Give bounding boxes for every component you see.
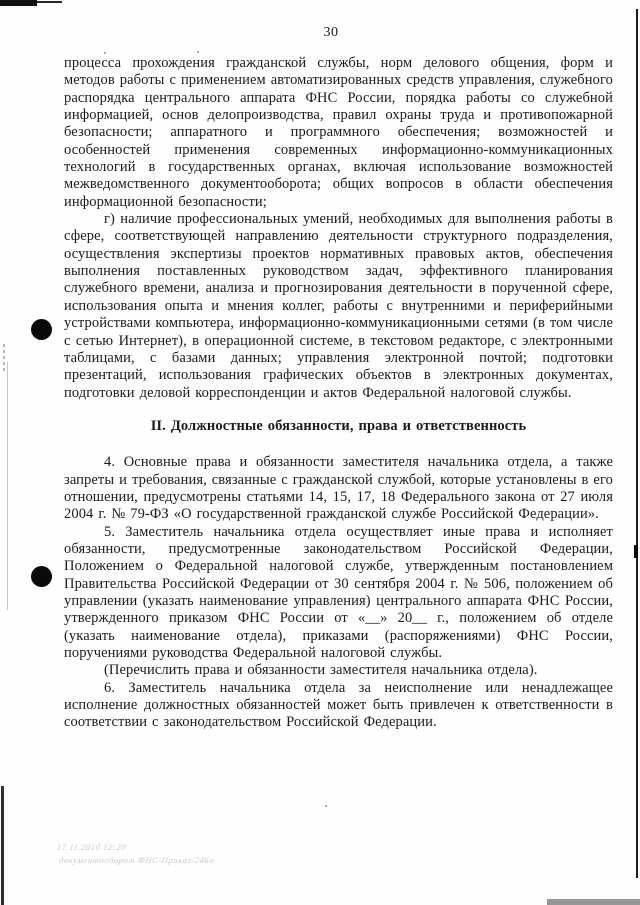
scan-corner-bar-top-left bbox=[0, 0, 37, 6]
scan-speck bbox=[104, 52, 106, 54]
scan-edge-blob-right bbox=[634, 545, 638, 558]
scan-speck bbox=[197, 51, 199, 53]
footer-stamp-timestamp: 17.11.2010 12:20 bbox=[56, 842, 127, 852]
body-paragraph-item-g: г) наличие профессиональных умений, необходимых для выполнения работы в сфере, соответствующей направлению деятельности структурного подразделения, осуществления экспертизы проектов нормативных правовых актов, обеспечения выполнения поставленных руководством задач, эффективного планирования служебного времени, анализа и прогнозирования деятельности в порученной сфере, использования опыта и мнения коллег, работы с внутренними и периферийными устройствами компьютера, информационно-коммуникационными сетями (в том числе с сетью Интернет), в операционной системе, в текстовом редакторе, с электронными таблицами, с базами данных; управления электронной почтой; подготовки презентаций, использования графических объектов в электронных документах, подготовки деловой корреспонденции и актов Федеральной налоговой службы. bbox=[64, 211, 613, 401]
body-paragraph-item-5: 5. Заместитель начальника отдела осуществляет иные права и исполняет обязанности, предусмотренные законодательством Российской Федерации, Положением о Федеральной налоговой службе, утвержденным постановлением Правительства Российской Федерации от 30 сентября 2004 г. № 506, положением об управлении (указать наименование управления) центрального аппарата ФНС России, утвержденного приказом ФНС России от «__» 20__ г., положением об отделе (указать наименование отдела), приказами (распоряжениями) ФНС России, поручениями руководства Федеральной налоговой службы. bbox=[64, 523, 613, 661]
page-number: 30 bbox=[323, 25, 339, 40]
footer-print-stamp bbox=[54, 841, 217, 867]
body-paragraph-parenthetical: (Перечислить права и обязанности заместителя начальника отдела). bbox=[104, 662, 538, 679]
scan-edge-dashes-left bbox=[3, 344, 5, 374]
punch-hole-mark-bottom bbox=[31, 566, 52, 587]
scan-noise-bar-bottom-right bbox=[547, 899, 640, 905]
scan-edge-faint-line-left bbox=[7, 362, 8, 610]
footer-stamp-filename: документооборот ФНС-Приказ-246о bbox=[58, 855, 215, 865]
scan-edge-line-left-bottom bbox=[1, 786, 4, 905]
section-heading: II. Должностные обязанности, права и ответственность bbox=[150, 417, 527, 434]
document-body bbox=[64, 55, 613, 732]
scan-speck bbox=[325, 805, 327, 807]
punch-hole-mark-top bbox=[31, 319, 52, 340]
body-paragraph-item-4: 4. Основные права и обязанности заместителя начальника отдела, а также запреты и требования, связанные с гражданской службой, которые установлены в его отношении, предусмотрены статьями 14, 15, 17, 18 Федерального закона от 27 июля 2004 г. № 79-ФЗ «О государственной гражданской службе Российской Федерации». bbox=[64, 454, 613, 523]
body-paragraph-item-6: 6. Заместитель начальника отдела за неисполнение или ненадлежащее исполнение должностных обязанностей может быть привлечен к ответственности в соответствии с законодательством Российской Федерации. bbox=[64, 679, 613, 731]
scan-edge-line-right bbox=[636, 9, 638, 878]
body-paragraph-continuation: процесса прохождения гражданской службы, норм делового общения, форм и методов работы с применением автоматизированных средств управления, служебного распорядка центрального аппарата ФНС России, порядка работы со служебной информацией, основ делопроизводства, правил охраны труда и противопожарной безопасности; аппаратного и программного обеспечения; возможностей и особенностей применения современных информационно-коммуникационных технологий в государственных органах, включая использование возможностей межведомственного документооборота; общих вопросов в области обеспечения информационной безопасности; bbox=[64, 55, 613, 210]
